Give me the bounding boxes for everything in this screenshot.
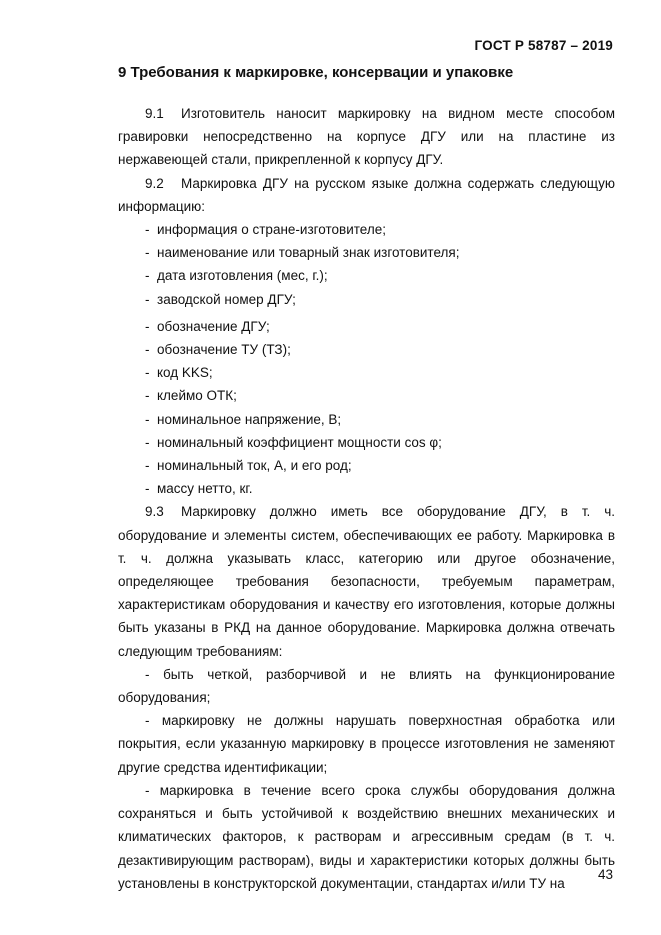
clause-text: Маркировка ДГУ на русском языке должна содержать следующую информацию: [118,175,615,214]
list-item: - дата изготовления (мес, г.); [145,268,328,284]
document-header: ГОСТ Р 58787 – 2019 [474,38,613,53]
clause-text: Изготовитель наносит маркировку на видном месте способом гравировки непосредственно на корпусе ДГУ или на пластине из нержавеющей стали, прикрепленной к корпусу ДГУ. [118,106,615,168]
paragraph-9-2 [118,172,615,218]
paragraph-9-3 [118,500,615,662]
list-item: - код KKS; [145,365,213,381]
list-item: - информация о стране-изготовителе; [145,222,386,238]
list-item: - номинальное напряжение, В; [145,411,342,427]
page-number: 43 [597,867,613,882]
list-item: - обозначение ДГУ; [145,318,270,334]
list-item: - наименование или товарный знак изготовителя; [145,245,460,261]
requirement-item: - маркировка в течение всего срока службы оборудования должна сохраняться и быть устойчивой к воздействию внешних механических и климатических факторов, к растворам и агрессивным средам (в т. ч. дезактивирующим растворам), виды и характеристики которых должны быть установлены в конструкторской документации, стандартах и/или ТУ на [118,782,615,891]
list-item: - номинальный ток, А, и его род; [145,458,352,474]
info-list-b [118,315,615,501]
info-list-a [118,218,615,311]
section-heading: 9 Требования к маркировке, консервации и упаковке [118,64,514,81]
list-item: - массу нетто, кг. [145,481,253,497]
requirement-item: - быть четкой, разборчивой и не влиять на функционирование оборудования; [118,666,615,706]
list-item: - обозначение ТУ (ТЗ); [145,342,291,358]
requirement-item: - маркировку не должны нарушать поверхностная обработка или покрытия, если указанную маркировку в процессе изготовления не заменяют другие средства идентификации; [118,713,615,775]
clause-number: 9.3 [145,504,164,520]
list-item: - номинальный коэффициент мощности cos φ; [145,434,442,450]
clause-number: 9.1 [145,106,164,121]
list-item: - клеймо ОТК; [145,388,237,404]
clause-number: 9.2 [145,175,164,191]
list-item: - заводской номер ДГУ; [145,291,296,307]
clause-text: Маркировку должно иметь все оборудование ДГУ, в т. ч. оборудование и элементы систем, обеспечивающих ее работу. Маркировка в т. ч. должна указывать класс, категорию или другое обозначение, определяющее требования безопасности, требуемым параметрам, характеристикам оборудования и качеству его изготовления, которые должны быть указаны в РКД на данное оборудование. Маркировка должна отвечать следующим требованиям: [118,504,615,659]
paragraph-9-1 [118,102,615,172]
document-body [118,102,615,895]
